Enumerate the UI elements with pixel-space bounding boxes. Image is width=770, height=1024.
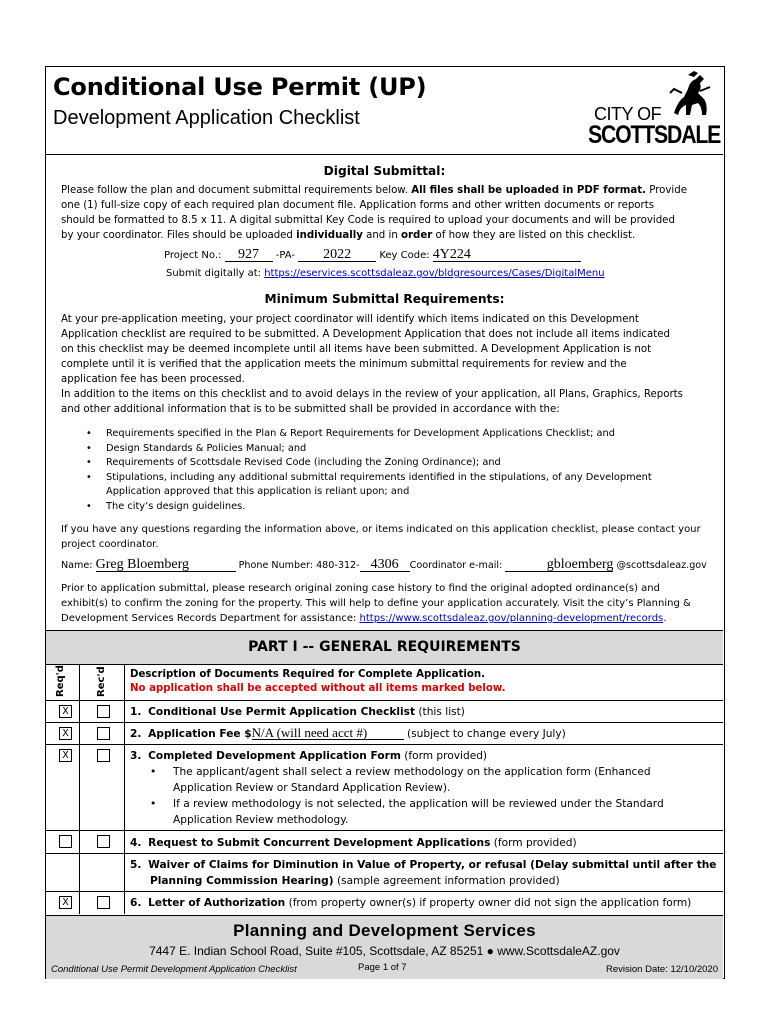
footer-document-name: Conditional Use Permit Development Application Checklist — [51, 964, 297, 975]
email-label: Coordinator e-mail: — [409, 560, 506, 571]
reqd-checkbox[interactable]: X — [59, 727, 72, 740]
digital-text-bold: order — [401, 230, 433, 241]
digital-submittal-paragraph — [61, 183, 687, 243]
item-title-continuation: Planning Commission Hearing) — [150, 875, 334, 887]
digital-text: should be formatted to 8.5 x 11. A digital submittal Key Code is required to upload your documents and will be provided — [61, 215, 675, 226]
item-title: Conditional Use Permit Application Checklist — [148, 706, 416, 718]
sub-item-text: If a review methodology is not selected, the application will be reviewed under the Standard — [173, 798, 664, 810]
item-description — [125, 892, 723, 914]
description-heading: Description of Documents Required for Complete Application. — [130, 669, 485, 680]
project-number-line — [164, 248, 581, 263]
item-number: 1. — [130, 706, 142, 718]
item-note: (this list) — [415, 706, 465, 718]
list-item-continuation: Application approved that this application is reliant upon; and — [106, 486, 410, 497]
sub-list-item: • If a review methodology is not selected, the application will be reviewed under the Standard — [150, 798, 664, 810]
sub-item-text: The applicant/agent shall select a review methodology on the application form (Enhanced — [173, 766, 651, 778]
list-item: • Stipulations, including any additional submittal requirements identified in the stipulations, of any Development — [86, 471, 652, 486]
list-item: • Design Standards & Policies Manual; and — [86, 442, 652, 457]
logo-city-text: CITY OF — [594, 104, 662, 124]
recd-cell — [80, 723, 125, 744]
reqd-cell — [46, 854, 80, 891]
pa-label: -PA- — [272, 250, 299, 261]
list-item: • The city’s design guidelines. — [86, 500, 652, 515]
description-column-header — [125, 665, 723, 700]
table-row — [46, 723, 723, 745]
recd-cell — [80, 701, 125, 722]
reqd-cell — [46, 723, 80, 744]
table-row — [46, 831, 723, 854]
contact-text: project coordinator. — [61, 539, 159, 550]
reqd-checkbox[interactable] — [59, 835, 72, 848]
sub-list-item: • The applicant/agent shall select a review methodology on the application form (Enhanced — [150, 766, 651, 778]
phone-label: Phone Number: 480-312- — [235, 560, 360, 571]
digital-text: Provide — [646, 185, 687, 196]
key-code-label: Key Code: — [376, 250, 433, 261]
project-label: Project No.: — [164, 250, 225, 261]
revision-date: Revision Date: 12/10/2020 — [606, 964, 718, 975]
minimum-requirements-heading: Minimum Submittal Requirements: — [264, 292, 505, 306]
coordinator-name-field[interactable]: Greg Bloemberg — [96, 558, 236, 572]
recd-cell — [80, 745, 125, 830]
recd-checkbox[interactable] — [97, 705, 110, 718]
key-code-field[interactable]: 4Y224 — [433, 248, 581, 262]
list-item: • Requirements of Scottsdale Revised Code (including the Zoning Ordinance); and — [86, 456, 652, 471]
records-department-link[interactable]: https://www.scottsdaleaz.gov/planning-development/records — [359, 613, 664, 624]
digital-text-bold: individually — [296, 230, 363, 241]
table-header-row — [46, 665, 723, 701]
description-warning: No application shall be accepted without all items marked below. — [130, 683, 506, 694]
item-number: 4. — [130, 837, 142, 849]
document-header — [46, 67, 723, 155]
item-description — [125, 701, 723, 722]
min-text: Application checklist are required to be submitted. A Development Application that does not include all items indicated — [61, 329, 671, 340]
application-fee-field[interactable]: N/A (will need acct #) — [252, 726, 404, 740]
prior-text: Prior to application submittal, please research original zoning case history to find the original adopted ordinance(s) and — [61, 583, 660, 594]
item-title: Application Fee $ — [148, 728, 252, 740]
prior-research-paragraph — [61, 581, 691, 626]
item-description — [125, 831, 723, 853]
logo-name-text: SCOTTSDALE — [588, 121, 721, 149]
item-description — [125, 745, 723, 830]
item-title: Completed Development Application Form — [148, 750, 401, 762]
city-of-scottsdale-logo — [586, 71, 721, 151]
item-number: 6. — [130, 897, 142, 909]
contact-text: If you have any questions regarding the information above, or items indicated on this application checklist, please contact your — [61, 524, 701, 535]
min-text: on this checklist may be deemed incomplete until all items have been submitted. A Development Application is not — [61, 344, 652, 355]
project-year-field[interactable]: 2022 — [298, 248, 376, 262]
item-title: Waiver of Claims for Diminution in Value of Property, or refusal (Delay submittal until after the — [148, 859, 717, 871]
reqd-label: Req'd — [55, 665, 66, 697]
reqd-cell — [46, 831, 80, 853]
min-text: application fee has been processed. — [61, 374, 245, 385]
department-name: Planning and Development Services — [233, 921, 536, 940]
item-note: (from property owner(s) if property owner did not sign the application form) — [285, 897, 692, 909]
recd-cell — [80, 831, 125, 853]
reqd-cell — [46, 701, 80, 722]
item-note: (sample agreement information provided) — [333, 875, 560, 887]
item-note: (subject to change every July) — [403, 728, 566, 740]
coordinator-email-field[interactable]: gbloemberg — [505, 558, 613, 572]
contact-paragraph — [61, 522, 701, 552]
document-frame — [45, 66, 725, 979]
min-text: At your pre-application meeting, your project coordinator will identify which items indicated on this Development — [61, 314, 639, 325]
digital-submittal-heading: Digital Submittal: — [323, 164, 446, 178]
item-description — [125, 854, 723, 891]
reqd-checkbox[interactable]: X — [59, 749, 72, 762]
item-description — [125, 723, 723, 744]
table-row — [46, 854, 723, 892]
requirements-bullet-list — [86, 427, 652, 514]
name-label: Name: — [61, 560, 96, 571]
min-text: and other additional information that is to be submitted shall be provided in accordance with the: — [61, 404, 560, 415]
digital-text: Please follow the plan and document submittal requirements below. — [61, 185, 412, 196]
recd-checkbox[interactable] — [97, 896, 110, 909]
table-row — [46, 701, 723, 723]
prior-text: . — [663, 613, 667, 624]
digital-text: one (1) full-size copy of each required plan document file. Application forms and other written documents or reports — [61, 200, 655, 211]
sub-item-continuation: Application Review methodology. — [173, 814, 349, 826]
min-text: In addition to the items on this checklist and to avoid delays in the review of your application, all Plans, Graphics, Reports — [61, 389, 683, 400]
department-address: 7447 E. Indian School Road, Suite #105, Scottsdale, AZ 85251 ● www.ScottsdaleAZ.gov — [149, 944, 620, 958]
document-subtitle: Development Application Checklist — [53, 107, 360, 129]
email-domain: @scottsdaleaz.gov — [613, 560, 707, 571]
recd-checkbox[interactable] — [97, 749, 110, 762]
minimum-requirements-paragraph — [61, 312, 683, 417]
digital-text: by your coordinator. Files should be uploaded — [61, 230, 297, 241]
min-text: complete until it is verified that the application meets the minimum submittal requirements for review and the — [61, 359, 627, 370]
table-row — [46, 745, 723, 831]
reqd-checkbox[interactable]: X — [59, 896, 72, 909]
list-item: • Requirements specified in the Plan & Report Requirements for Development Applications Checklist; and — [86, 427, 652, 442]
item-title: Letter of Authorization — [148, 897, 286, 909]
document-title: Conditional Use Permit (UP) — [53, 73, 427, 101]
item-number: 5. — [130, 859, 142, 871]
recd-checkbox[interactable] — [97, 727, 110, 740]
reqd-checkbox[interactable]: X — [59, 705, 72, 718]
item-number: 3. — [130, 750, 142, 762]
reqd-column-header — [46, 665, 80, 700]
recd-checkbox[interactable] — [97, 835, 110, 848]
phone-extension-field[interactable]: 4306 — [360, 558, 410, 572]
prior-text: Development Services Records Department for assistance: — [61, 613, 360, 624]
recd-label: Rec'd — [96, 666, 107, 697]
digital-text: of how they are listed on this checklist. — [432, 230, 636, 241]
digital-text: and in — [362, 230, 402, 241]
digital-text-bold: All files shall be uploaded in PDF format. — [411, 185, 646, 196]
sub-item-continuation: Application Review or Standard Application Review). — [173, 782, 451, 794]
reqd-cell — [46, 745, 80, 830]
submit-label: Submit digitally at: — [166, 268, 265, 279]
recd-column-header — [80, 665, 125, 700]
part-one-heading: PART I -- GENERAL REQUIREMENTS — [46, 630, 723, 665]
table-row — [46, 892, 723, 914]
item-note: (form provided) — [490, 837, 577, 849]
reqd-cell — [46, 892, 80, 914]
item-note: (form provided) — [400, 750, 488, 762]
page-number: Page 1 of 7 — [358, 962, 407, 973]
document-footer — [46, 915, 723, 979]
project-number-field[interactable]: 927 — [225, 248, 273, 262]
recd-cell — [80, 854, 125, 891]
prior-text: exhibit(s) to confirm the zoning for the property. This will help to define your application accurately. Visit the city’s Planning & — [61, 598, 691, 609]
coordinator-line — [61, 558, 707, 573]
recd-cell — [80, 892, 125, 914]
submit-digitally-line — [166, 266, 605, 281]
submit-digitally-link[interactable]: https://eservices.scottsdaleaz.gov/bldgresources/Cases/DigitalMenu — [264, 268, 605, 279]
item-number: 2. — [130, 728, 142, 740]
item-title: Request to Submit Concurrent Development Applications — [148, 837, 491, 849]
